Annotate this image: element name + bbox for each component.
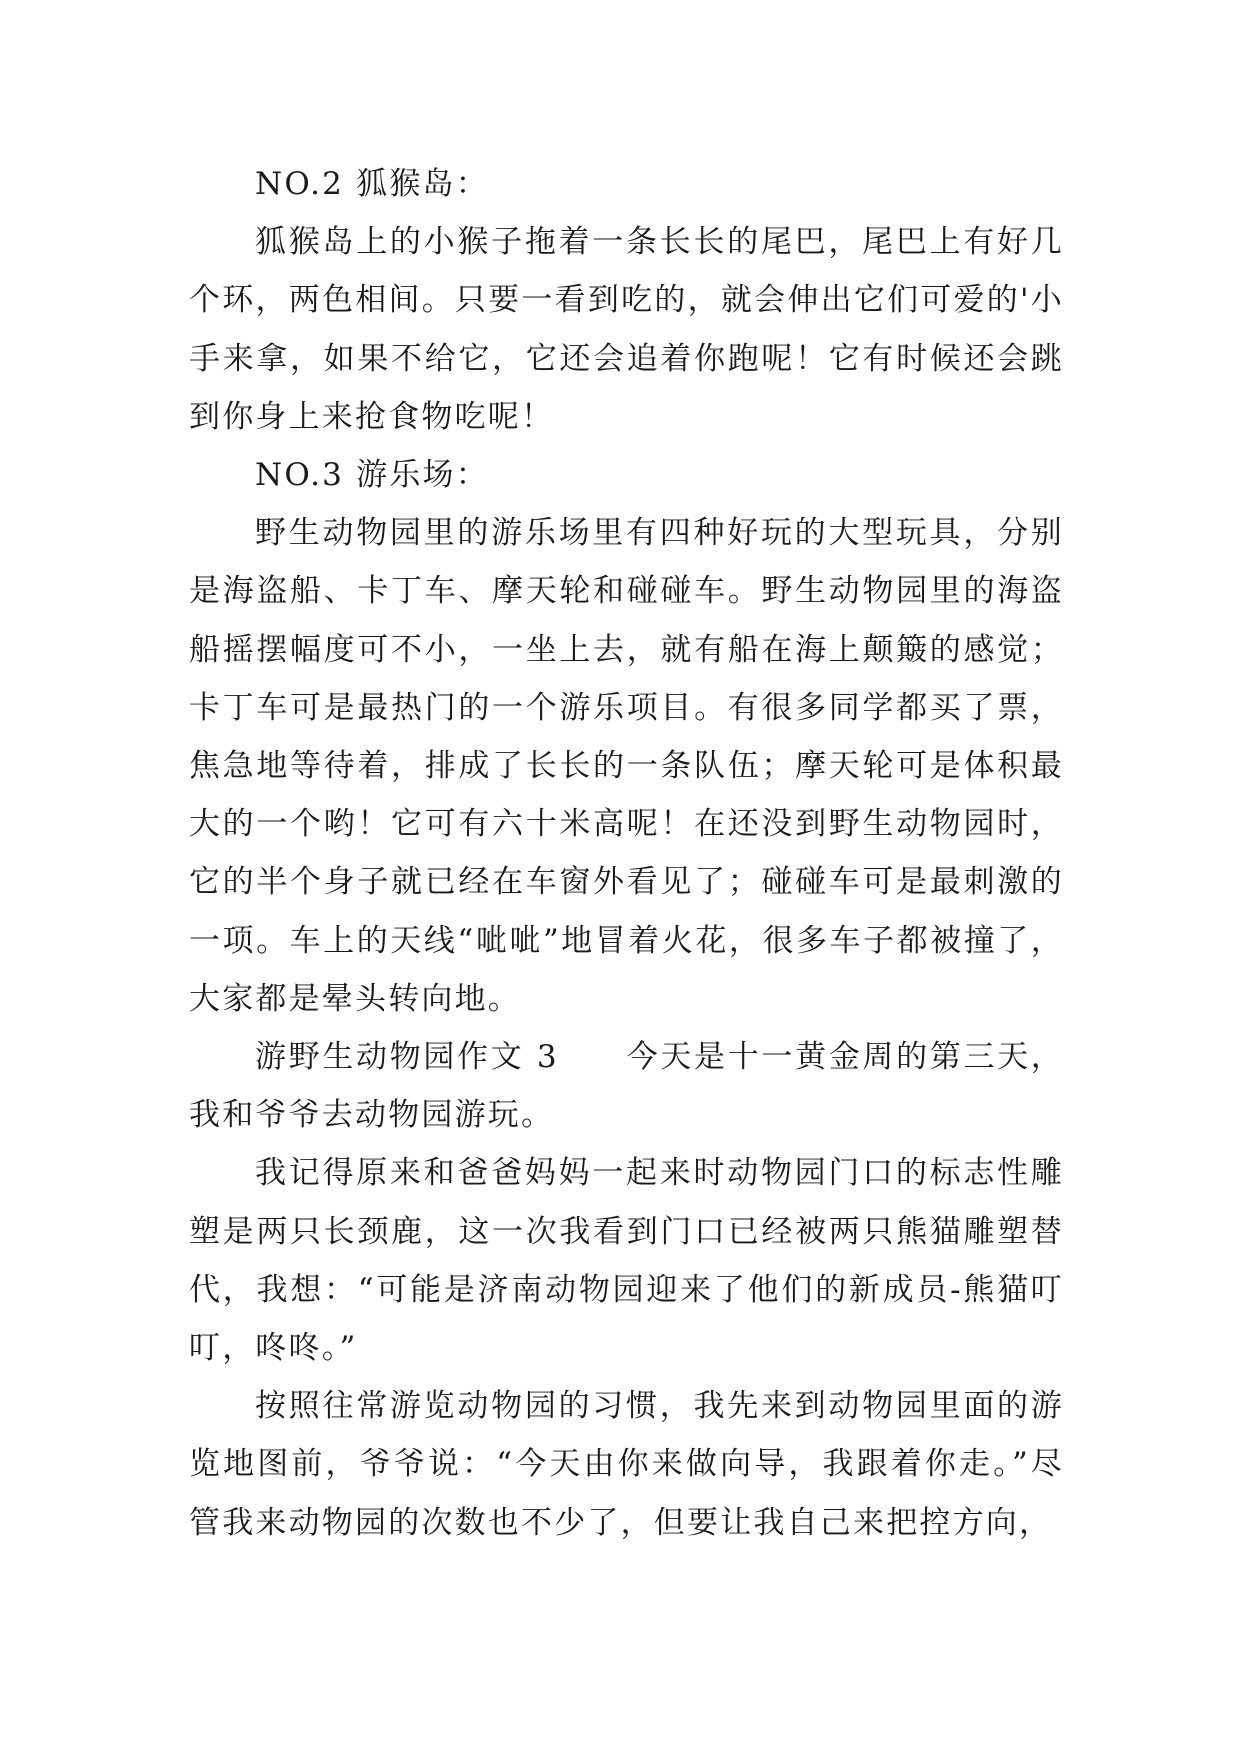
paragraph-essay-3-intro: 游野生动物园作文 3 今天是十一黄金周的第三天，我和爷爷去动物园游玩。 <box>189 1039 1064 1134</box>
paragraph-panda-sculpture: 我记得原来和爸爸妈妈一起来时动物园门口的标志性雕塑是两只长颈鹿，这一次我看到门口已经被两只熊猫雕塑替代，我想：“可能是济南动物园迎来了他们的新成员-熊猫叮叮，咚咚。” <box>189 1155 1064 1367</box>
document-body <box>189 155 1064 1552</box>
paragraph-amusement-park: 野生动物园里的游乐场里有四种好玩的大型玩具，分别是海盗船、卡丁车、摩天轮和碰碰车。野生动物园里的海盗船摇摆幅度可不小，一坐上去，就有船在海上颠簸的感觉；卡丁车可是最热门的一个游乐项目。有很多同学都买了票，焦急地等待着，排成了长长的一条队伍；摩天轮可是体积最大的一个哟！它可有六十米高呢！在还没到野生动物园时，它的半个身子就已经在车窗外看见了；碰碰车可是最刺激的一项。车上的天线“呲呲”地冒着火花，很多车子都被撞了，大家都是晕头转向地。 <box>189 515 1064 1017</box>
paragraph-lemur-island: 狐猴岛上的小猴子拖着一条长长的尾巴，尾巴上有好几个环，两色相间。只要一看到吃的，就会伸出它们可爱的'小手来拿，如果不给它，它还会追着你跑呢！它有时候还会跳到你身上来抢食物吃呢！ <box>189 224 1064 435</box>
paragraph-zoo-map: 按照往常游览动物园的习惯，我先来到动物园里面的游览地图前，爷爷说：“今天由你来做向导，我跟着你走。”尽管我来动物园的次数也不少了，但要让我自己来把控方向， <box>189 1388 1064 1541</box>
section-heading-amusement-park: NO.3 游乐场： <box>255 457 489 494</box>
section-heading-lemur-island: NO.2 狐猴岛： <box>255 166 489 202</box>
